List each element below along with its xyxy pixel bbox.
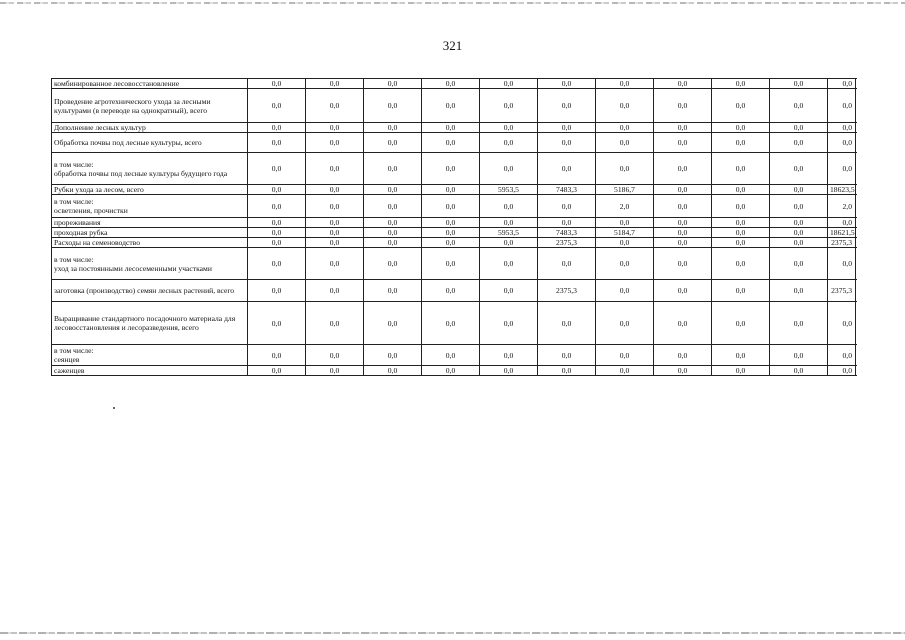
cell-value: 0,0	[596, 302, 654, 345]
cell-value: 0,0	[248, 123, 306, 133]
cell-value: 0,0	[770, 185, 828, 195]
cell-value: 0,0	[422, 79, 480, 89]
cell-value: 0,0	[364, 195, 422, 218]
cell-value: 0,0	[422, 185, 480, 195]
cell-value: 0,0	[422, 238, 480, 248]
cell-value: 0,0	[422, 228, 480, 238]
cell-value: 0,0	[538, 345, 596, 366]
cell-value: 0,0	[480, 302, 538, 345]
cell-value: 0,0	[654, 123, 712, 133]
cell-value: 0,0	[538, 123, 596, 133]
cell-value: 0,0	[248, 228, 306, 238]
cell-value: 0,0	[364, 302, 422, 345]
table-row	[52, 228, 856, 238]
cell-value: 0,0	[306, 79, 364, 89]
cell-value: 0,0	[248, 345, 306, 366]
table-row	[52, 302, 856, 345]
table-row	[52, 185, 856, 195]
cell-value: 0,0	[248, 302, 306, 345]
cell-value: 0,0	[770, 238, 828, 248]
cell-value: 0,0	[712, 238, 770, 248]
cell-value: 0,0	[538, 153, 596, 185]
cell-value: 0,0	[828, 302, 856, 345]
cell-value: 18621,5	[828, 228, 856, 238]
table-row	[52, 123, 856, 133]
cell-value: 2,0	[596, 195, 654, 218]
cell-value: 0,0	[770, 79, 828, 89]
cell-value: 0,0	[480, 280, 538, 302]
cell-value: 0,0	[654, 345, 712, 366]
cell-value: 0,0	[306, 218, 364, 228]
cell-value: 0,0	[596, 123, 654, 133]
cell-value: 0,0	[770, 123, 828, 133]
row-label: в том числе: осветления, прочистки	[52, 195, 248, 218]
cell-value: 0,0	[596, 366, 654, 376]
cell-value: 0,0	[248, 185, 306, 195]
cell-value: 0,0	[306, 89, 364, 123]
cell-value: 7483,3	[538, 185, 596, 195]
cell-value: 2,0	[828, 195, 856, 218]
cell-value: 0,0	[828, 218, 856, 228]
cell-value: 0,0	[422, 345, 480, 366]
cell-value: 0,0	[712, 280, 770, 302]
cell-value: 0,0	[364, 123, 422, 133]
cell-value: 0,0	[480, 238, 538, 248]
row-label: комбинированное лесовосстановление	[52, 79, 248, 89]
cell-value: 0,0	[306, 185, 364, 195]
cell-value: 0,0	[480, 366, 538, 376]
cell-value: 0,0	[654, 185, 712, 195]
cell-value: 0,0	[712, 302, 770, 345]
cell-value: 0,0	[480, 218, 538, 228]
cell-value: 0,0	[596, 280, 654, 302]
cell-value: 0,0	[306, 366, 364, 376]
table-row	[52, 238, 856, 248]
row-label: в том числе: уход за постоянными лесосеменными участками	[52, 248, 248, 280]
row-label: в том числе: сеянцев	[52, 345, 248, 366]
cell-value: 0,0	[364, 218, 422, 228]
cell-value: 0,0	[480, 195, 538, 218]
cell-value: 0,0	[422, 123, 480, 133]
cell-value: 0,0	[538, 195, 596, 218]
cell-value: 0,0	[306, 280, 364, 302]
cell-value: 0,0	[364, 280, 422, 302]
cell-value: 0,0	[654, 280, 712, 302]
row-label: Дополнение лесных культур	[52, 123, 248, 133]
cell-value: 0,0	[712, 89, 770, 123]
cell-value: 5953,5	[480, 228, 538, 238]
cell-value: 0,0	[480, 123, 538, 133]
scan-edge-top	[0, 2, 905, 4]
cell-value: 0,0	[538, 218, 596, 228]
cell-value: 0,0	[770, 345, 828, 366]
row-label: Рубки ухода за лесом, всего	[52, 185, 248, 195]
table-row	[52, 345, 856, 366]
cell-value: 0,0	[712, 366, 770, 376]
row-label: Выращивание стандартного посадочного материала для лесовосстановления и лесоразведения, всего	[52, 302, 248, 345]
row-label: заготовка (производство) семян лесных растений, всего	[52, 280, 248, 302]
cell-value: 0,0	[596, 218, 654, 228]
cell-value: 0,0	[248, 153, 306, 185]
cell-value: 0,0	[422, 89, 480, 123]
table-row	[52, 195, 856, 218]
cell-value: 0,0	[538, 248, 596, 280]
row-label: Расходы на семеноводство	[52, 238, 248, 248]
cell-value: 0,0	[306, 133, 364, 153]
cell-value: 0,0	[770, 89, 828, 123]
table-row	[52, 218, 856, 228]
cell-value: 0,0	[364, 79, 422, 89]
cell-value: 0,0	[480, 79, 538, 89]
cell-value: 0,0	[712, 195, 770, 218]
cell-value: 0,0	[248, 248, 306, 280]
cell-value: 0,0	[770, 153, 828, 185]
cell-value: 0,0	[306, 228, 364, 238]
cell-value: 0,0	[422, 302, 480, 345]
table-row	[52, 133, 856, 153]
scan-speck	[113, 407, 115, 409]
cell-value: 0,0	[538, 302, 596, 345]
cell-value: 0,0	[422, 153, 480, 185]
cell-value: 0,0	[480, 345, 538, 366]
cell-value: 0,0	[828, 133, 856, 153]
table-row	[52, 89, 856, 123]
cell-value: 0,0	[596, 248, 654, 280]
cell-value: 0,0	[654, 133, 712, 153]
cell-value: 0,0	[306, 248, 364, 280]
row-label: Обработка почвы под лесные культуры, всего	[52, 133, 248, 153]
cell-value: 0,0	[480, 89, 538, 123]
cell-value: 2375,3	[828, 238, 856, 248]
cell-value: 0,0	[248, 280, 306, 302]
cell-value: 0,0	[248, 79, 306, 89]
cell-value: 0,0	[654, 238, 712, 248]
cell-value: 0,0	[306, 195, 364, 218]
cell-value: 0,0	[422, 195, 480, 218]
cell-value: 0,0	[828, 345, 856, 366]
row-label: саженцев	[52, 366, 248, 376]
cell-value: 0,0	[770, 280, 828, 302]
cell-value: 0,0	[538, 133, 596, 153]
table-row	[52, 280, 856, 302]
table-row	[52, 79, 856, 89]
cell-value: 0,0	[654, 228, 712, 238]
row-label: прореживания	[52, 218, 248, 228]
cell-value: 0,0	[248, 238, 306, 248]
cell-value: 0,0	[828, 366, 856, 376]
cell-value: 0,0	[712, 248, 770, 280]
cell-value: 0,0	[828, 79, 856, 89]
cell-value: 0,0	[306, 345, 364, 366]
cell-value: 0,0	[480, 153, 538, 185]
cell-value: 0,0	[654, 153, 712, 185]
cell-value: 0,0	[596, 89, 654, 123]
row-label: Проведение агротехнического ухода за лесными культурами (в переводе на однократный), всего	[52, 89, 248, 123]
cell-value: 0,0	[364, 153, 422, 185]
cell-value: 0,0	[712, 133, 770, 153]
cell-value: 0,0	[770, 195, 828, 218]
cell-value: 0,0	[596, 153, 654, 185]
cell-value: 0,0	[422, 133, 480, 153]
cell-value: 0,0	[306, 153, 364, 185]
cell-value: 0,0	[654, 218, 712, 228]
cell-value: 0,0	[364, 228, 422, 238]
cell-value: 7483,3	[538, 228, 596, 238]
cell-value: 0,0	[364, 185, 422, 195]
table-body	[52, 79, 856, 376]
cell-value: 0,0	[654, 302, 712, 345]
cell-value: 0,0	[712, 345, 770, 366]
cell-value: 2375,3	[538, 280, 596, 302]
cell-value: 0,0	[306, 302, 364, 345]
cell-value: 0,0	[712, 218, 770, 228]
cell-value: 0,0	[712, 185, 770, 195]
cell-value: 0,0	[480, 133, 538, 153]
cell-value: 0,0	[364, 238, 422, 248]
cell-value: 0,0	[770, 248, 828, 280]
cell-value: 0,0	[538, 89, 596, 123]
row-label: проходная рубка	[52, 228, 248, 238]
cell-value: 0,0	[596, 238, 654, 248]
cell-value: 0,0	[770, 302, 828, 345]
cell-value: 5186,7	[596, 185, 654, 195]
cell-value: 0,0	[828, 248, 856, 280]
cell-value: 0,0	[422, 366, 480, 376]
cell-value: 0,0	[828, 153, 856, 185]
cell-value: 0,0	[654, 89, 712, 123]
cell-value: 0,0	[770, 133, 828, 153]
cell-value: 0,0	[538, 366, 596, 376]
cell-value: 5953,5	[480, 185, 538, 195]
cell-value: 0,0	[364, 89, 422, 123]
cell-value: 5184,7	[596, 228, 654, 238]
cell-value: 2375,3	[538, 238, 596, 248]
cell-value: 0,0	[770, 228, 828, 238]
scan-edge-bottom	[0, 632, 905, 634]
cell-value: 0,0	[364, 133, 422, 153]
cell-value: 0,0	[596, 345, 654, 366]
cell-value: 0,0	[596, 79, 654, 89]
cell-value: 0,0	[654, 366, 712, 376]
cell-value: 0,0	[306, 123, 364, 133]
cell-value: 0,0	[248, 195, 306, 218]
table-row	[52, 366, 856, 376]
cell-value: 0,0	[248, 89, 306, 123]
cell-value: 0,0	[770, 218, 828, 228]
cell-value: 0,0	[654, 248, 712, 280]
page-number: 321	[442, 38, 463, 53]
cell-value: 0,0	[364, 345, 422, 366]
cell-value: 18623,5	[828, 185, 856, 195]
row-label: в том числе: обработка почвы под лесные культуры будущего года	[52, 153, 248, 185]
cell-value: 0,0	[712, 153, 770, 185]
cell-value: 0,0	[828, 89, 856, 123]
cell-value: 0,0	[364, 366, 422, 376]
cell-value: 0,0	[654, 195, 712, 218]
cell-value: 0,0	[480, 248, 538, 280]
cell-value: 0,0	[422, 248, 480, 280]
cell-value: 0,0	[248, 133, 306, 153]
cell-value: 2375,3	[828, 280, 856, 302]
cell-value: 0,0	[712, 123, 770, 133]
cell-value: 0,0	[306, 238, 364, 248]
cell-value: 0,0	[538, 79, 596, 89]
cell-value: 0,0	[364, 248, 422, 280]
table-row	[52, 248, 856, 280]
cell-value: 0,0	[422, 218, 480, 228]
cell-value: 0,0	[248, 366, 306, 376]
forestry-expenses-table	[51, 78, 856, 376]
cell-value: 0,0	[770, 366, 828, 376]
cell-value: 0,0	[422, 280, 480, 302]
cell-value: 0,0	[712, 228, 770, 238]
cell-value: 0,0	[828, 123, 856, 133]
cell-value: 0,0	[654, 79, 712, 89]
cell-value: 0,0	[712, 79, 770, 89]
table-row	[52, 153, 856, 185]
cell-value: 0,0	[596, 133, 654, 153]
cell-value: 0,0	[248, 218, 306, 228]
